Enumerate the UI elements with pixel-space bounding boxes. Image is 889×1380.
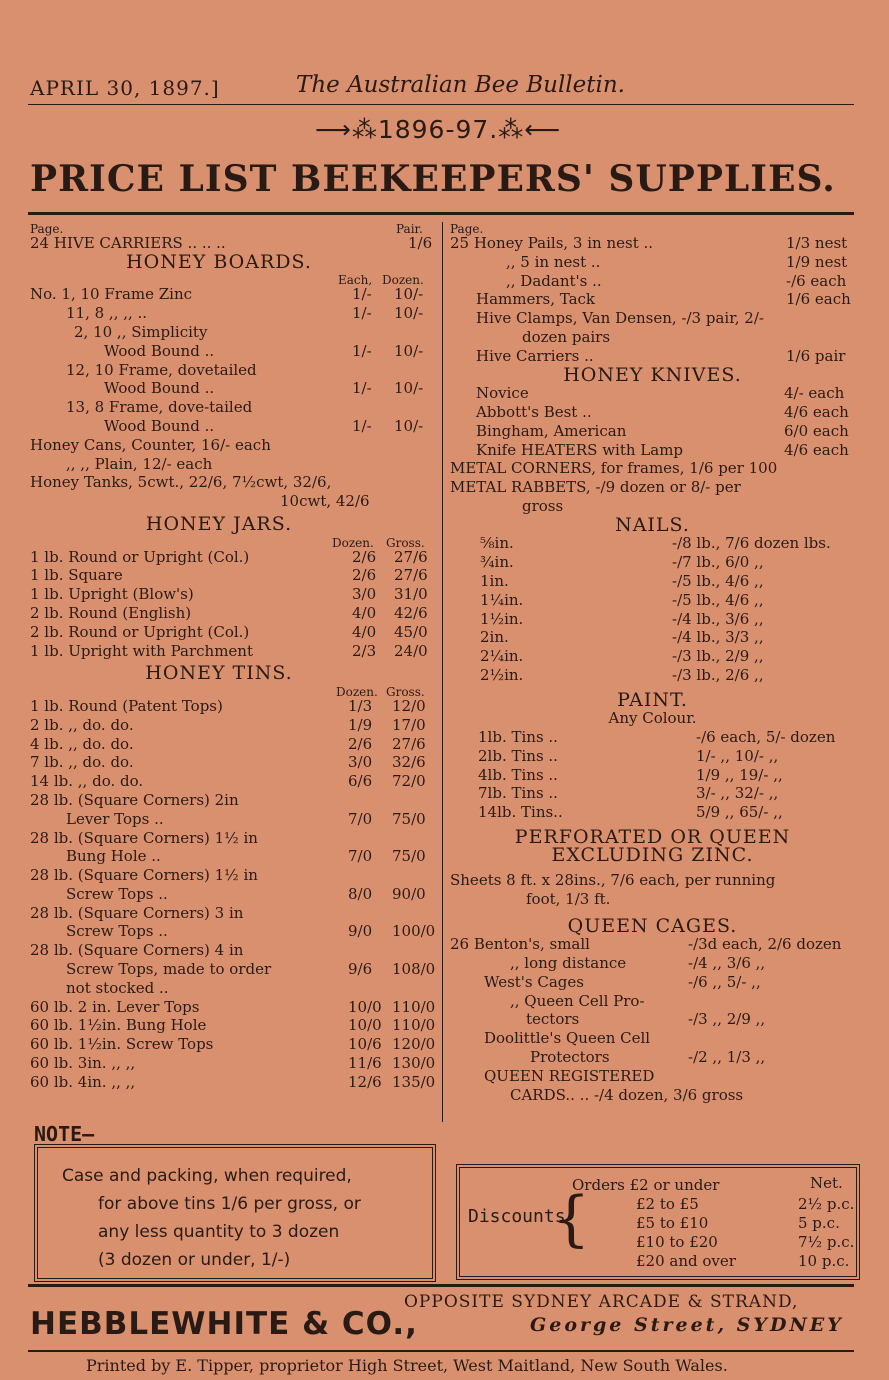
queen-cages-list	[450, 935, 855, 1067]
list-item: 2lb. Tins .. 1/- ,, 10/- ,,	[478, 746, 779, 765]
list-item: 4lb. Tins .. 1/9 ,, 19/- ,,	[478, 765, 783, 784]
list-item: 28 lb. (Square Corners) 4 in	[30, 941, 244, 960]
journal-title: The Australian Bee Bulletin.	[296, 72, 625, 98]
list-item: Hive Clamps, Van Densen, -/3 pair, 2/-	[476, 309, 764, 328]
queen-cages-heading: QUEEN CAGES.	[567, 914, 738, 937]
zinc-heading-2: EXCLUDING ZINC.	[551, 844, 754, 867]
list-item: 13, 8 Frame, dove-tailed	[66, 398, 253, 417]
list-item: 26 Benton's, small -/3d each, 2/6 dozen	[450, 935, 842, 954]
list-item: Sheets 8 ft. x 28ins., 7/6 each, per running	[450, 871, 776, 890]
honey-boards-heading: HONEY BOARDS.	[126, 250, 312, 273]
list-item: 60 lb. 1½in. Screw Tops 10/6 120/0	[30, 1035, 436, 1054]
list-item: 2¼in. -/3 lb., 2/9 ,,	[480, 647, 764, 666]
list-item: 1 lb. Upright with Parchment 2/3 24/0	[30, 641, 428, 660]
list-item: 14lb. Tins.. 5/9 ,, 65/- ,,	[478, 803, 783, 822]
list-item: 2 lb. Round or Upright (Col.) 4/0 45/0	[30, 622, 428, 641]
discounts-label: Discounts	[468, 1206, 566, 1227]
list-item: 2 lb. Round (English) 4/0 42/6	[30, 603, 428, 622]
paint-list	[450, 728, 855, 822]
discounts-box	[456, 1164, 860, 1280]
note-line: Case and packing, when required,	[62, 1166, 352, 1186]
list-item: QUEEN REGISTERED	[484, 1066, 655, 1085]
list-item: 1 lb. Square 2/6 27/6	[30, 566, 428, 585]
honey-jars-list	[30, 548, 438, 661]
list-item: Honey Cans, Counter, 16/- each	[30, 435, 271, 454]
paint-subheading: Any Colour.	[608, 709, 697, 728]
list-item: ,, 5 in nest .. 1/9 nest	[506, 252, 848, 271]
list-item: 60 lb. 4in. ,, ,, 12/6 135/0	[30, 1072, 436, 1091]
list-item: 10cwt, 42/6	[280, 492, 370, 511]
company-address: OPPOSITE SYDNEY ARCADE & STRAND,	[404, 1292, 799, 1312]
discount-row: Orders £2 or under	[572, 1176, 720, 1194]
list-item: 24 HIVE CARRIERS .. .. .. 1/6	[30, 234, 433, 252]
honey-tins-heading: HONEY TINS.	[145, 662, 293, 685]
list-item: Doolittle's Queen Cell	[484, 1029, 651, 1048]
list-item: foot, 1/3 ft.	[526, 889, 611, 908]
list-item: 1 lb. Round or Upright (Col.) 2/6 27/6	[30, 547, 428, 566]
list-item: 11, 8 ,, ,, .. 1/- 10/-	[66, 304, 424, 323]
list-item: 14 lb. ,, do. do. 6/6 72/0	[30, 772, 426, 791]
zinc-heading: PERFORATED OR QUEEN	[514, 825, 791, 848]
list-item: Knife HEATERS with Lamp 4/6 each	[476, 440, 849, 459]
printer-credit: Printed by E. Tipper, proprietor High Street, West Maitland, New South Wales.	[86, 1356, 728, 1375]
header-rule	[28, 104, 854, 105]
list-item: ,, Dadant's .. -/6 each	[506, 271, 847, 290]
year-banner: ⟶⁂1896-97.⁂⟵	[315, 115, 562, 144]
note-box	[34, 1144, 436, 1282]
list-item: West's Cages -/6 ,, 5/- ,,	[484, 972, 761, 991]
list-item: Wood Bound .. 1/- 10/-	[104, 341, 424, 360]
list-item: Novice 4/- each	[476, 384, 845, 403]
honey-tins-list	[30, 697, 438, 1092]
issue-date: APRIL 30, 1897.]	[30, 76, 220, 100]
honey-knives-list	[450, 384, 855, 459]
note-line: for above tins 1/6 per gross, or	[98, 1194, 361, 1214]
list-item: Hammers, Tack 1/6 each	[476, 290, 851, 309]
list-item: Bingham, American 6/0 each	[476, 421, 849, 440]
list-item: 28 lb. (Square Corners) 1½ in	[30, 828, 258, 847]
list-item: tectors -/3 ,, 2/9 ,,	[526, 1010, 766, 1029]
list-item: METAL RABBETS, -/9 dozen or 8/- per	[450, 478, 741, 497]
list-item: 1½in. -/4 lb., 3/6 ,,	[480, 609, 764, 628]
list-item: 1¼in. -/5 lb., 4/6 ,,	[480, 590, 764, 609]
list-item: CARDS.. .. -/4 dozen, 3/6 gross	[510, 1085, 744, 1104]
list-item: 1 lb. Round (Patent Tops) 1/3 12/0	[30, 696, 426, 715]
list-item: 12, 10 Frame, dovetailed	[66, 360, 257, 379]
list-item: 2½in. -/3 lb., 2/6 ,,	[480, 665, 764, 684]
honey-boards-list	[30, 285, 438, 511]
list-item: 60 lb. 2 in. Lever Tops 10/0 110/0	[30, 997, 436, 1016]
list-item: ⅝in. -/8 lb., 7/6 dozen lbs.	[480, 534, 831, 553]
paint-heading: PAINT.	[617, 688, 688, 711]
discount-row: £10 to £20 7½ p.c.	[636, 1233, 855, 1251]
nails-list	[450, 534, 855, 684]
list-item: ,, Queen Cell Pro-	[510, 991, 645, 1010]
list-item: 4 lb. ,, do. do. 2/6 27/6	[30, 734, 426, 753]
list-item: Screw Tops, made to order 9/6 108/0	[66, 960, 436, 979]
page-title: PRICE LIST BEEKEEPERS' SUPPLIES.	[30, 158, 836, 200]
list-item: dozen pairs	[522, 327, 611, 346]
list-item: not stocked ..	[66, 978, 169, 997]
discounts-list	[572, 1176, 855, 1271]
honey-knives-heading: HONEY KNIVES.	[563, 363, 742, 386]
list-item: Screw Tops .. 9/0 100/0	[66, 922, 436, 941]
list-item: Honey Tanks, 5cwt., 22/6, 7½cwt, 32/6,	[30, 473, 332, 492]
list-item: ¾in. -/7 lb., 6/0 ,,	[480, 553, 764, 572]
list-item: Wood Bound .. 1/- 10/-	[104, 379, 424, 398]
note-line: (3 dozen or under, 1/-)	[98, 1250, 291, 1270]
title-rule	[28, 212, 854, 215]
list-item: No. 1, 10 Frame Zinc 1/- 10/-	[30, 285, 424, 304]
column-divider	[442, 222, 443, 1122]
company-street: George Street, SYDNEY	[530, 1314, 844, 1336]
list-item: 60 lb. 3in. ,, ,, 11/6 130/0	[30, 1054, 436, 1073]
company-name: HEBBLEWHITE & CO.,	[30, 1306, 418, 1342]
list-item: 1in. -/5 lb., 4/6 ,,	[480, 571, 764, 590]
list-item: Wood Bound .. 1/- 10/-	[104, 416, 424, 435]
honey-jars-heading: HONEY JARS.	[145, 512, 293, 535]
list-item: Abbott's Best .. 4/6 each	[476, 402, 849, 421]
list-item: 2 lb. ,, do. do. 1/9 17/0	[30, 715, 426, 734]
footer-rule	[28, 1350, 854, 1352]
misc-supplies-list	[450, 234, 855, 366]
list-item: 7lb. Tins .. 3/- ,, 32/- ,,	[478, 784, 779, 803]
list-item: 1lb. Tins .. -/6 each, 5/- dozen	[478, 727, 836, 746]
list-item: ,, ,, Plain, 12/- each	[66, 454, 213, 473]
list-item: 7 lb. ,, do. do. 3/0 32/6	[30, 753, 426, 772]
list-item: 2, 10 ,, Simplicity	[74, 322, 208, 341]
discount-row: £2 to £5 2½ p.c.	[636, 1195, 855, 1213]
pair-label: Pair.	[396, 222, 423, 236]
discount-row: £20 and over 10 p.c.	[636, 1252, 850, 1270]
list-item: Screw Tops .. 8/0 90/0	[66, 884, 426, 903]
list-item: 28 lb. (Square Corners) 1½ in	[30, 866, 258, 885]
list-item: 25 Honey Pails, 3 in nest .. 1/3 nest	[450, 234, 848, 252]
net-header: Net.	[810, 1174, 843, 1192]
nails-heading: NAILS.	[615, 513, 690, 536]
footer-top-rule	[28, 1284, 854, 1287]
list-item: 2in. -/4 lb., 3/3 ,,	[480, 628, 764, 647]
left-column: Page. Pair. 24 HIVE CARRIERS .. .. .. 1/6 HONEY BOARDS. Each, Dozen. No. 1, 10 Frame Zinc 1/- 10/- 11, 8 ,, ,, .. 1/- 10/- 2, 10 ,, Simplicity Wood Bound .. 1/- 10/- 12, 10 Frame, dovetailed Wood Bound .. 1/- 10/- 13, 8 Frame, dove-tailed Wood Bound .. 1/- 10/- Honey Cans, Counter, 16/- each ,, ,, Plain, 12/- each Honey Tanks, 5cwt., 22/6, 7½cwt, 32/6, 10cwt, 42/6 HONEY JARS. Dozen. Gross. 1 lb. Round or Upright (Col.) 2/6 27/6 1 lb. Square 2/6 27/6 1 lb. Upright (Blow's) 3/0 31/0 2 lb. Round (English) 4/0 42/6 2 lb. Round or Upright (Col.) 4/0 45/0 1 lb. Upright with Parchment 2/3 24/0 HONEY TINS. Dozen. Gross. 1 lb. Round (Patent Tops) 1/3 12/0 2 lb. ,, do. do. 1/9 17/0 4 lb. ,, do. do. 2/6 27/6 7 lb. ,, do. do. 3/0 32/6 14 lb. ,, do. do. 6/6 72/0 28 lb. (Square Corners) 2in Lever Tops .. 7/0 75/0 28 lb. (Square Corners) 1½ in Bung Hole .. 7/0 75/0 28 lb. (Square Corners) 1½ in Screw Tops .. 8/0 90/0 28 lb. (Square Corners) 3 in Screw Tops .. 9/0 100/0 28 lb. (Square Corners) 4 in Screw Tops, made to order 9/6 108/0 not stocked .. 60 lb. 2 in. Lever Tops 10/0 110/0 60 lb. 1½in. Bung Hole 10/0 110/0 60 lb. 1½in. Screw Tops 10/6 120/0 60 lb. 3in. ,, ,, 11/6 130/0 60 lb. 4in. ,, ,, 12/6 135/0	[30, 220, 438, 1092]
list-item: Protectors -/2 ,, 1/3 ,,	[530, 1048, 766, 1067]
brace-icon: {	[552, 1184, 591, 1254]
note-line: any less quantity to 3 dozen	[98, 1222, 340, 1242]
list-item: gross	[522, 496, 564, 515]
discount-row: £5 to £10 5 p.c.	[636, 1214, 840, 1232]
note-label: NOTE—	[34, 1122, 95, 1146]
list-item: 28 lb. (Square Corners) 3 in	[30, 903, 244, 922]
list-item: Bung Hole .. 7/0 75/0	[66, 847, 426, 866]
page-label: Page.	[30, 222, 64, 236]
list-item: 60 lb. 1½in. Bung Hole 10/0 110/0	[30, 1016, 436, 1035]
list-item: 1 lb. Upright (Blow's) 3/0 31/0	[30, 585, 428, 604]
list-item: Hive Carriers .. 1/6 pair	[476, 346, 846, 365]
list-item: 28 lb. (Square Corners) 2in	[30, 790, 239, 809]
list-item: Lever Tops .. 7/0 75/0	[66, 809, 426, 828]
list-item: METAL CORNERS, for frames, 1/6 per 100	[450, 459, 778, 478]
right-column: Page. 25 Honey Pails, 3 in nest .. 1/3 nest ,, 5 in nest .. 1/9 nest ,, Dadant's .. -/6 each Hammers, Tack 1/6 each Hive Clamps, Van Densen, -/3 pair, 2/- dozen pairs Hive Carriers .. 1/6 pair HONEY KNIVES. Novice 4/- each Abbott's Best .. 4/6 each Bingham, American 6/0 each Knife HEATERS with Lamp 4/6 each METAL CORNERS, for frames, 1/6 per 100 METAL RABBETS, -/9 dozen or 8/- per gross NAILS. ⅝in. -/8 lb., 7/6 dozen lbs. ¾in. -/7 lb., 6/0 ,, 1in. -/5 lb., 4/6 ,, 1¼in. -/5 lb., 4/6 ,, 1½in. -/4 lb., 3/6 ,, 2in. -/4 lb., 3/3 ,, 2¼in. -/3 lb., 2/9 ,, 2½in. -/3 lb., 2/6 ,, PAINT. Any Colour. 1lb. Tins .. -/6 each, 5/- dozen 2lb. Tins .. 1/- ,, 10/- ,, 4lb. Tins .. 1/9 ,, 19/- ,, 7lb. Tins .. 3/- ,, 32/- ,, 14lb. Tins.. 5/9 ,, 65/- ,, PERFORATED OR QUEEN EXCLUDING ZINC. Sheets 8 ft. x 28ins., 7/6 each, per running foot, 1/3 ft. QUEEN CAGES. 26 Benton's, small -/3d each, 2/6 dozen ,, long distance -/4 ,, 3/6 ,, West's Cages -/6 ,, 5/- ,, ,, Queen Cell Pro- tectors -/3 ,, 2/9 ,, Doolittle's Queen Cell Protectors -/2 ,, 1/3 ,, QUEEN REGISTERED CARDS.. .. -/4 dozen, 3/6 gross	[450, 220, 855, 1104]
list-item: ,, long distance -/4 ,, 3/6 ,,	[510, 954, 766, 973]
